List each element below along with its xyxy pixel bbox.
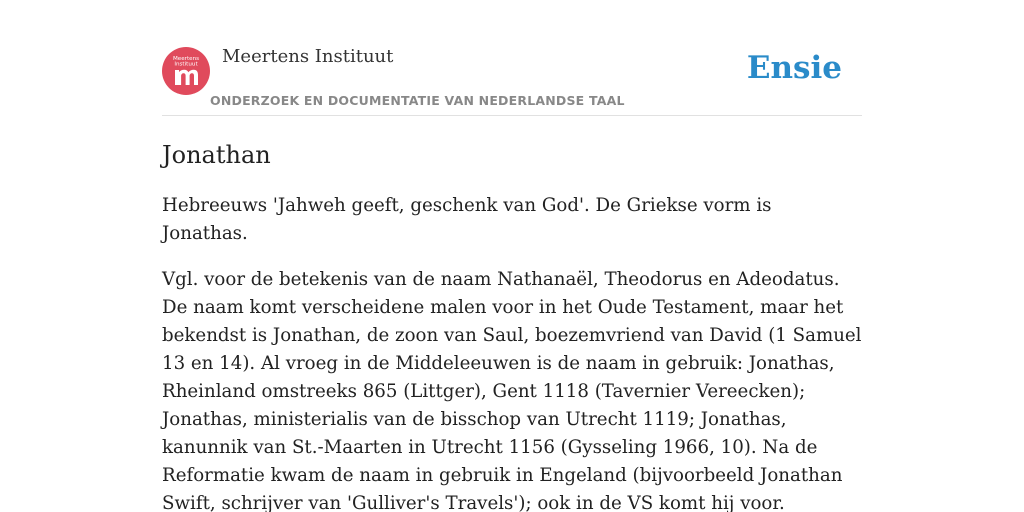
ensie-brand-link[interactable]: Ensie (746, 50, 842, 86)
org-tagline: ONDERZOEK EN DOCUMENTATIE VAN NEDERLANDSE TAAL (210, 93, 625, 108)
site-header (162, 44, 862, 116)
entry-title: Jonathan (162, 141, 271, 169)
logo-text: Meertens Instituut (172, 56, 200, 68)
entry-paragraph: Hebreeuws 'Jahweh geeft, geschenk van God'. De Griekse vorm is Jonathas. (162, 195, 772, 244)
entry-paragraph: Vgl. voor de betekenis van de naam Nathanaël, Theodorus en Adeodatus. De naam komt verscheidene malen voor in het Oude Testament, maar het bekendst is Jonathan, de zoon van Saul, boezemvriend van David (1 Samuel 13 en 14). Al vroeg in de Middeleeuwen is de naam in gebruik: Jonathas, Rheinland omstreeks 865 (Littger), Gent 1118 (Tavernier Vereecken); Jonathas, ministerialis van de bisschop van Utrecht 1119; Jonathas, kanunnik van St.-Maarten in Utrecht 1156 (Gysseling 1966, 10). Na de Reformatie kwam de naam in gebruik in Engeland (bijvoorbeeld Jonathan Swift, schrijver van 'Gulliver's Travels'); ook in de VS komt hij voor. (162, 269, 862, 512)
meertens-logo[interactable] (162, 47, 210, 95)
entry-content (162, 139, 862, 512)
header-divider (162, 115, 862, 116)
org-name[interactable]: Meertens Instituut (222, 46, 394, 67)
